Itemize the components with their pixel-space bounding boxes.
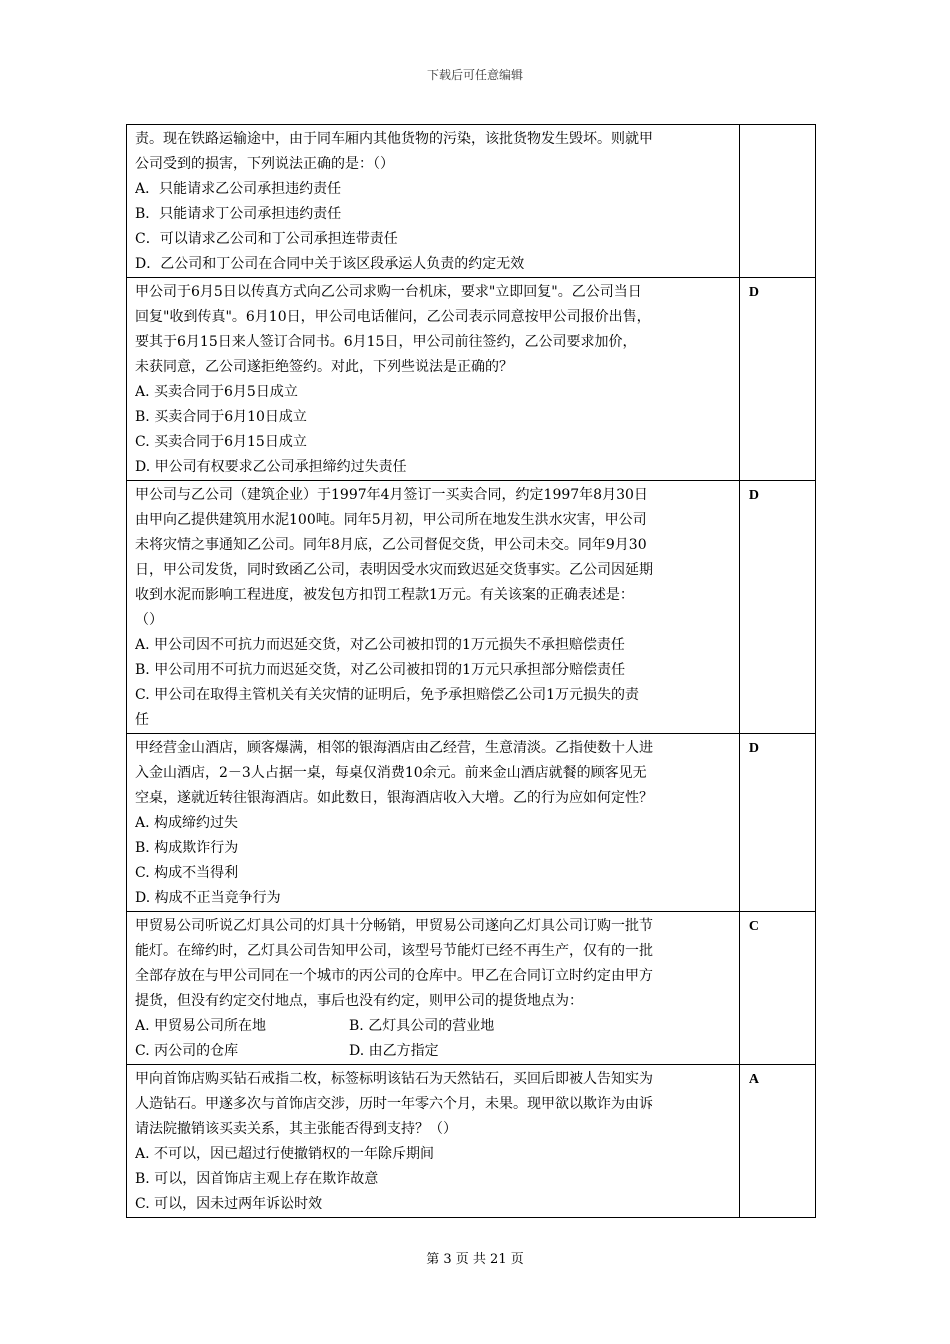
page-header: 下载后可任意编辑 <box>426 68 523 82</box>
answer-text: C <box>748 919 759 934</box>
question-line: 由甲向乙提供建筑用水泥100吨。同年5月初，甲公司所在地发生洪水灾害，甲公司 <box>135 512 647 528</box>
option-text: B. 乙灯具公司的营业地 <box>349 1018 495 1034</box>
question-row <box>127 912 816 1065</box>
question-line: 责。现在铁路运输途中，由于同车厢内其他货物的污染，该批货物发生毁坏。则就甲 <box>135 131 653 147</box>
question-cell <box>127 481 740 734</box>
question-line: 甲经营金山酒店，顾客爆满，相邻的银海酒店由乙经营，生意清淡。乙指使数十人进 <box>135 740 653 756</box>
answer-cell <box>739 1065 815 1218</box>
question-line: 甲向首饰店购买钻石戒指二枚，标签标明该钻石为天然钻石，买回后即被人告知实为 <box>135 1071 653 1087</box>
question-line: 回复"收到传真"。6月10日，甲公司电话催问，乙公司表示同意按甲公司报价出售， <box>135 309 651 325</box>
option-text: D. 由乙方指定 <box>349 1043 439 1059</box>
answer-cell <box>739 125 815 278</box>
question-line: 未获同意，乙公司遂拒绝签约。对此，下列些说法是正确的？ <box>135 359 513 375</box>
question-table <box>126 124 816 1218</box>
question-line: 能灯。在缔约时，乙灯具公司告知甲公司，该型号节能灯已经不再生产，仅有的一批 <box>135 943 653 959</box>
question-line: A. 甲公司因不可抗力而迟延交货，对乙公司被扣罚的1万元损失不承担赔偿责任 <box>135 637 625 653</box>
question-line: 要其于6月15日来人签订合同书。6月15日，甲公司前往签约，乙公司要求加价， <box>135 334 637 350</box>
question-line: A．只能请求乙公司承担违约责任 <box>135 181 342 197</box>
question-line: 甲贸易公司听说乙灯具公司的灯具十分畅销，甲贸易公司遂向乙灯具公司订购一批节 <box>135 918 653 934</box>
option-pair <box>135 1014 733 1039</box>
question-line: A. 不可以，因已超过行使撤销权的一年除斥期间 <box>135 1146 435 1162</box>
question-line: 全部存放在与甲公司同在一个城市的丙公司的仓库中。甲乙在合同订立时约定由甲方 <box>135 968 653 984</box>
question-line: 人造钻石。甲遂多次与首饰店交涉，历时一年零六个月，未果。现甲欲以欺诈为由诉 <box>135 1096 653 1112</box>
question-line: B．只能请求丁公司承担违约责任 <box>135 206 342 222</box>
answer-cell <box>739 481 815 734</box>
page-footer: 第 3 页 共 21 页 <box>426 1252 524 1267</box>
question-table-body <box>127 125 816 1218</box>
question-cell <box>127 734 740 912</box>
answer-text: D <box>748 285 759 300</box>
question-line: C. 甲公司在取得主管机关有关灾情的证明后，免予承担赔偿乙公司1万元损失的责 <box>135 687 640 703</box>
question-line: A. 买卖合同于6月5日成立 <box>135 384 298 400</box>
question-line: 甲公司于6月5日以传真方式向乙公司求购一台机床，要求"立即回复"。乙公司当日 <box>135 284 642 300</box>
question-cell <box>127 912 740 1065</box>
question-line: 空桌，遂就近转往银海酒店。如此数日，银海酒店收入大增。乙的行为应如何定性？ <box>135 790 653 806</box>
answer-cell <box>739 734 815 912</box>
question-row <box>127 1065 816 1218</box>
question-line: D．乙公司和丁公司在合同中关于该区段承运人负责的约定无效 <box>135 256 525 272</box>
question-line: B. 构成欺诈行为 <box>135 840 239 856</box>
question-line: 未将灾情之事通知乙公司。同年8月底，乙公司督促交货，甲公司未交。同年9月30 <box>135 537 647 553</box>
question-line: B. 可以，因首饰店主观上存在欺诈故意 <box>135 1171 379 1187</box>
question-cell <box>127 1065 740 1218</box>
question-line: 入金山酒店，2－3人占据一桌，每桌仅消费10余元。前来金山酒店就餐的顾客见无 <box>135 765 647 781</box>
question-line: B. 甲公司用不可抗力而迟延交货，对乙公司被扣罚的1万元只承担部分赔偿责任 <box>135 662 626 678</box>
question-line: A. 构成缔约过失 <box>135 815 239 831</box>
answer-text <box>740 125 815 127</box>
question-line: C. 可以，因未过两年诉讼时效 <box>135 1196 323 1212</box>
question-row <box>127 734 816 912</box>
question-row <box>127 481 816 734</box>
answer-cell <box>739 912 815 1065</box>
option-text: C. 丙公司的仓库 <box>135 1043 239 1059</box>
answer-text: A <box>748 1072 759 1087</box>
question-line: 请法院撤销该买卖关系，其主张能否得到支持？（） <box>135 1121 457 1137</box>
question-line: C. 构成不当得利 <box>135 865 239 881</box>
question-line: 甲公司与乙公司（建筑企业）于1997年4月签订一买卖合同，约定1997年8月30日 <box>135 487 648 503</box>
question-cell <box>127 278 740 481</box>
question-cell <box>127 125 740 278</box>
question-row <box>127 278 816 481</box>
question-line: D. 构成不正当竞争行为 <box>135 890 281 906</box>
answer-text: D <box>748 488 759 503</box>
question-line: 任 <box>135 712 149 728</box>
question-line: B. 买卖合同于6月10日成立 <box>135 409 307 425</box>
question-line: （） <box>135 612 163 628</box>
option-pair <box>135 1039 733 1064</box>
question-line: C．可以请求乙公司和丁公司承担连带责任 <box>135 231 398 247</box>
question-line: D. 甲公司有权要求乙公司承担缔约过失责任 <box>135 459 407 475</box>
question-row <box>127 125 816 278</box>
option-text: A. 甲贸易公司所在地 <box>135 1018 267 1034</box>
answer-text: D <box>748 741 759 756</box>
question-line: C. 买卖合同于6月15日成立 <box>135 434 307 450</box>
answer-cell <box>739 278 815 481</box>
question-line: 提货，但没有约定交付地点，事后也没有约定，则甲公司的提货地点为： <box>135 993 583 1009</box>
question-line: 日，甲公司发货，同时致函乙公司，表明因受水灾而致迟延交货事实。乙公司因延期 <box>135 562 653 578</box>
question-line: 公司受到的损害，下列说法正确的是：（） <box>135 156 394 172</box>
question-line: 收到水泥而影响工程进度，被发包方扣罚工程款1万元。有关该案的正确表述是： <box>135 587 634 603</box>
